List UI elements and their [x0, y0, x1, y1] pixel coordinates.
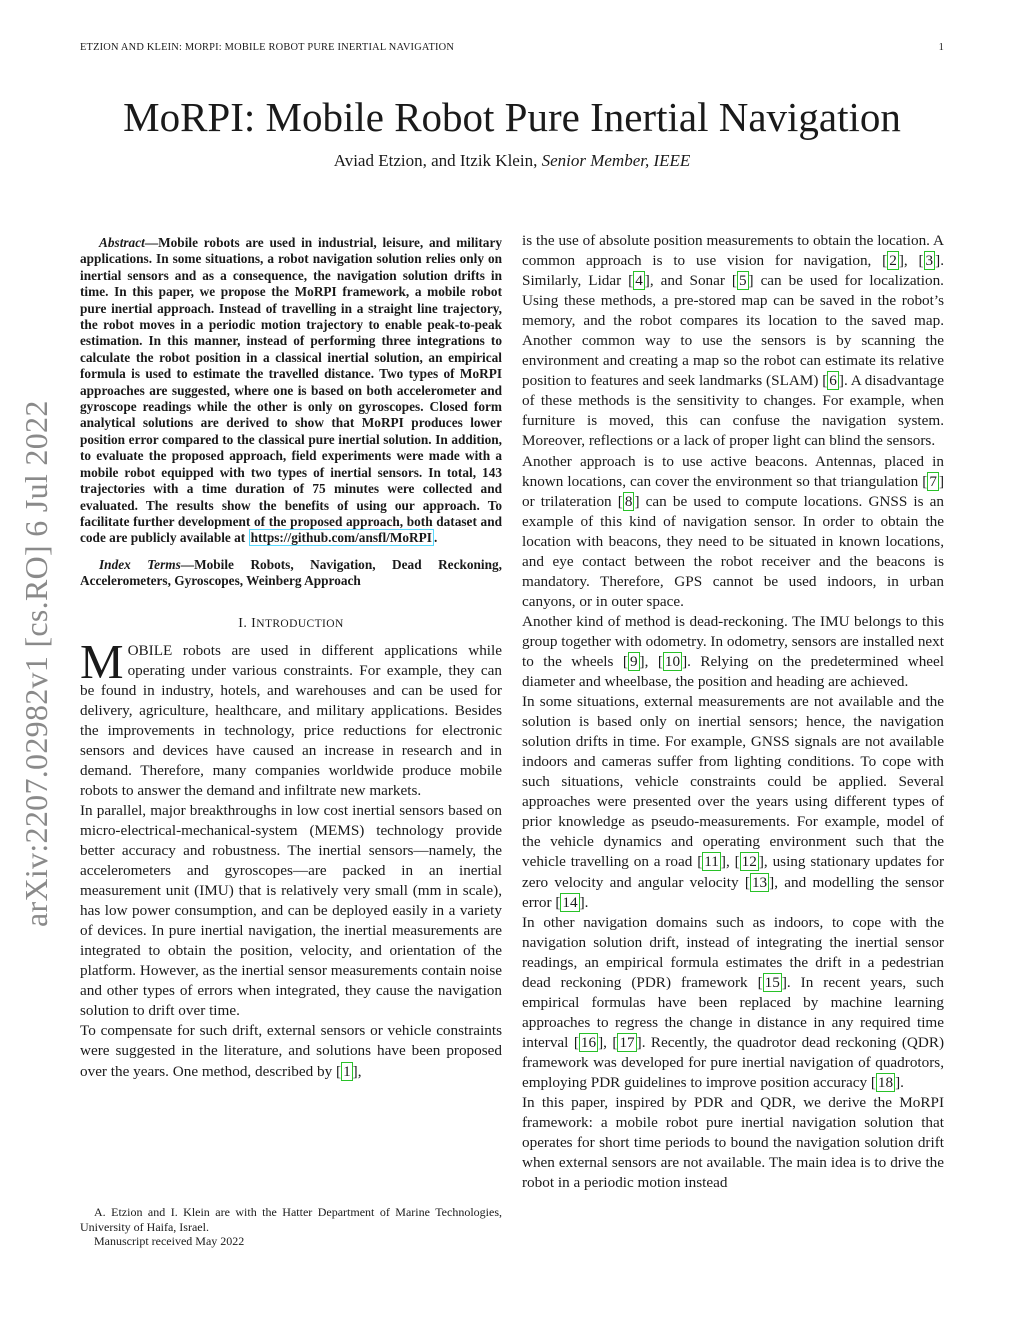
citation-link[interactable]: 15 — [764, 973, 780, 991]
body-paragraph-pdr: In other navigation domains such as indoors, to cope with the navigation solution drift, instead of integrating the inertial sensor readings, an empirical formula estimates the drift in a pedestrian dead reckoning (PDR) framework [ 15 ]. In recent years, such empirical formulas have been replaced by machine learning approaches to regress the change in distance in any required time interval [ 16 ], [ 17 ]. Recently, the quadrotor dead reckoning (QDR) framework was developed for pure inertial navigation of quadrotors, employing PDR guidelines to improve position accuracy [ 18 ]. — [522, 913, 945, 1091]
body-paragraph-contribution: In this paper, inspired by PDR and QDR, we derive the MoRPI framework: a mobile robot pure inertial navigation solution that operates for short time periods to bound the navigation solution drift when external sensors are not available. The main idea is to drive the robot in a periodic motion instead — [522, 1094, 944, 1192]
body-paragraph-localization: is the use of absolute position measurements to obtain the location. A common approach is to use vision for navigation, [ 2 ], [ 3 ]. Similarly, Lidar [ 4 ], and Sonar [ 5 ] can be used for localization. Using these methods, a pre-stored map can be saved in the robot’s memory, and the robot compares its location to the saved map. Another common way to use the sensors is by scanning the environment and creating a map so the robot can estimate its relative position to features and seek landmarks (SLAM) [ 6 ]. A disadvantage of these methods is the sensitivity to changes. For example, when furniture is moved, this can confuse the navigation system. Moreover, reflections or a lack of proper light can blind the sensors. — [522, 232, 944, 450]
author-names: Aviad Etzion, and Itzik Klein, — [333, 151, 538, 170]
citation-link[interactable]: 10 — [664, 652, 681, 670]
intro-paragraph-2: In parallel, major breakthroughs in low cost inertial sensors based on micro-electrical-mechanical-system (MEMS) technology provide better accuracy and robustness. The inertial sensors—namely, the accelerometers and gyroscopes—are packed in an inertial measurement unit (IMU) that is relatively very small (mm in scale), has low power consumption, and can be deployed easily in a variety of devices. In pure inertial navigation, the inertial measurements are integrated to obtain the position, velocity, and orientation of the platform. However, as the inertial sensor measurements contain noise and other types of errors when integrated, they cause the navigation solution to drift over time. — [80, 801, 502, 1020]
citation-link[interactable]: 17 — [619, 1033, 635, 1051]
text-run: . — [900, 1073, 904, 1091]
section-heading-introduction — [80, 616, 502, 632]
right-column — [522, 231, 944, 1193]
citation-link[interactable]: 4 — [635, 272, 643, 290]
text-run: can be used to compute locations. GNSS is an example of this kind of navigation sensor. In order to obtain the location with beacons, they need to be situated in known locations, and eye contact between the robot receiver and the beacons is mandatory. Therefore, GPS cannot be used indoors, in urban canyons, or in outer space. — [522, 492, 945, 610]
citation-link[interactable]: 8 — [624, 492, 633, 510]
footnote-affiliation: A. Etzion and I. Klein are with the Hatter Department of Marine Technologies, University of Haifa, Israel. — [80, 1205, 502, 1234]
index-terms-label: Index Terms — [99, 556, 181, 572]
intro-paragraph-3: To compensate for such drift, external sensors or vehicle constraints were suggested in the literature, and solutions have been proposed over the years. One method, described by [ 1 ], — [80, 1022, 502, 1080]
paper-title: MoRPI: Mobile Robot Pure Inertial Navigation — [123, 94, 901, 140]
text-run: , — [644, 652, 658, 670]
section-title-rest: NTRODUCTION — [256, 617, 344, 630]
drop-cap: M — [80, 633, 124, 689]
citation-link[interactable]: 3 — [925, 252, 934, 270]
citation-link[interactable]: 1 — [343, 1062, 351, 1080]
text-run: , and Sonar — [649, 272, 732, 290]
text-run: Another kind of method is dead-reckoning. The IMU belongs to this group together with odometry. In odometry, sensors are installed next to the wheels — [522, 612, 944, 670]
text-run: , — [603, 1033, 613, 1051]
text-run: is the use of absolute position measurements to obtain the location. A common approach is to use vision for navigation, — [522, 232, 944, 270]
footnote — [80, 1205, 502, 1249]
arxiv-stamp: arXiv:2207.02982v1 [cs.RO] 6 Jul 2022 — [18, 400, 54, 927]
citation-link[interactable]: 14 — [562, 893, 578, 911]
section-numeral: I. — [238, 615, 252, 631]
page-number: 1 — [938, 42, 944, 53]
text-run: . Similarly, Lidar — [522, 252, 944, 290]
citation-link[interactable]: 9 — [629, 652, 638, 670]
text-run: Another approach is to use active beacons. Antennas, placed in known locations, can cover the environment so that triangulation — [522, 452, 944, 490]
text-run: . Recently, the quadrotor dead reckoning (QDR) framework was developed for pure inertial navigation of quadrotors, employing PDR guidelines to improve position accuracy — [522, 1033, 945, 1091]
citation-link[interactable]: 7 — [929, 472, 937, 490]
citation-link[interactable]: 6 — [829, 372, 837, 390]
abstract-label: Abstract — [99, 235, 145, 250]
body-paragraph-beacons: Another approach is to use active beacons. Antennas, placed in known locations, can cover the environment so that triangulation [ 7 ] or trilateration [ 8 ] can be used to compute locations. GNSS is an example of this kind of navigation sensor. In order to obtain the location with beacons, they need to be situated in known locations, and eye contact between the robot receiver and the beacons is mandatory. Therefore, GPS cannot be used indoors, in urban canyons, or in outer space. — [522, 452, 945, 610]
intro-paragraph-3-end: , — [357, 1062, 362, 1080]
text-run: , and modelling the sensor error — [522, 873, 944, 911]
citation-link[interactable]: 11 — [704, 853, 719, 871]
index-terms-text: —Mobile Robots, Navigation, Dead Reckoning, Accelerometers, Gyroscopes, Weinberg Approach — [80, 556, 502, 589]
intro-paragraph-3-text: To compensate for such drift, external sensors or vehicle constraints were suggested in the literature, and solutions have been proposed over the years. One method, described by — [80, 1022, 502, 1080]
abstract-text: —Mobile robots are used in industrial, leisure, and military applications. In some situations, a robot navigation solution relies only on inertial sensors and as a consequence, the navigation solution drifts in time. In this paper, we propose the MoRPI framework, a mobile robot pure inertial approach. Instead of travelling in a straight line trajectory, the robot moves in a periodic motion trajectory to enable peak-to-peak estimation. In this manner, instead of performing three integrations to calculate the robot position in a classical inertial solution, an empirical formula is used to estimate the travelled distance. Two types of MoRPI approaches are suggested, where one is based on both accelerometer and gyroscope readings while the other is only on gyroscopes. Closed form analytical solutions are derived to show that MoRPI produces lower position error compared to the classical pure inertial solution. In addition, to evaluate the proposed approach, field experiments were made with a mobile robot equipped with two types of inertial sensors. In total, 143 trajectories with a time duration of 75 minutes were collected and evaluated. The results show the benefits of using our approach. To facilitate further development of the proposed approach, both dataset and code are publicly available at — [80, 235, 502, 546]
text-run: or trilateration — [522, 492, 618, 510]
text-run: . A disadvantage of these methods is the sensitivity to changes. For example, when furniture is moved, this can confuse the navigation system. Moreover, reflections or a lack of proper light can blind the sensors. — [522, 372, 944, 450]
section-first-letter: I — [251, 615, 257, 631]
citation-link[interactable]: 13 — [751, 873, 768, 891]
citation-link[interactable]: 18 — [877, 1073, 894, 1091]
dataset-url-link[interactable]: https://github.com/ansfl/MoRPI — [250, 530, 432, 546]
footnote-received: Manuscript received May 2022 — [94, 1234, 245, 1248]
body-paragraph-constraints: In some situations, external measurements are not available and the solution is based only on inertial sensors; hence, the navigation solution drifts in time. For example, GNSS signals are not available indoors and cameras suffer from lighting conditions. To cope with such situations, vehicle constraints could be applied. Several approaches were presented over the years using different types of prior knowledge as pseudo-measurements. For example, model of the vehicle dynamics and operating environment such that the vehicle travelling on a road [ 11 ], [ 12 ], using stationary updates for zero velocity and angular velocity [ 13 ], and modelling the sensor error [ 14 ]. — [522, 693, 945, 911]
citation-link[interactable]: 12 — [741, 853, 757, 871]
intro-paragraph-1 — [80, 633, 502, 801]
text-run: , — [725, 853, 735, 871]
citation-link[interactable]: 2 — [889, 252, 897, 270]
author-line — [0, 151, 1024, 171]
running-head — [80, 42, 944, 56]
text-run: , — [903, 252, 919, 270]
index-terms — [80, 557, 502, 590]
running-head-text: ETZION AND KLEIN: MORPI: MOBILE ROBOT PURE INERTIAL NAVIGATION — [80, 42, 455, 53]
left-column — [80, 231, 502, 1082]
intro-paragraph-1-text: OBILE robots are used in different applications while operating under various constraints. For example, they can be found in industry, hotels, and warehouses and can be used for delivery, agriculture, healthcare, and military applications. Besides the improvements in technology, price reductions for electronic sensors and devices have caused an increase in research and in demand. Therefore, many companies worldwide produce mobile robots to answer the demand and infiltrate new markets. — [80, 641, 502, 799]
text-run: . — [584, 893, 589, 911]
text-run: In other navigation domains such as indoors, to cope with the navigation solution drift, instead of integrating the inertial sensor readings, an empirical formula estimates the drift in a pedestrian dead reckoning (PDR) framework — [522, 913, 944, 991]
abstract — [80, 235, 502, 547]
text-run: can be used for localization. Using these methods, a pre-stored map can be saved in the robot’s memory, and the robot compares its location to the saved map. Another common way to use the sensors is by scanning the environment and creating a map so the robot can estimate its relative position to features and seek landmarks (SLAM) — [522, 272, 944, 390]
text-run: . Relying on the predetermined wheel diameter and wheelbase, the position and heading are achieved. — [522, 652, 945, 691]
text-run: . In recent years, such empirical formulas have been replaced by machine learning approaches to regress the change in distance in any required time interval — [522, 973, 944, 1051]
citation-link[interactable]: 5 — [738, 272, 747, 290]
citation-link[interactable]: 16 — [580, 1033, 597, 1051]
text-run: , using stationary updates for zero velocity and angular velocity — [522, 853, 945, 891]
text-run: In some situations, external measurements are not available and the solution is based only on inertial sensors; hence, the navigation solution drifts in time. For example, GNSS signals are not available indoors and cameras suffer from lighting conditions. To cope with such situations, vehicle constraints could be applied. Several approaches were presented over the years using different types of prior knowledge as pseudo-measurements. For example, model of the vehicle dynamics and operating environment such that the vehicle travelling on a road — [522, 693, 944, 871]
abstract-end: . — [433, 530, 438, 546]
body-paragraph-dead-reckoning: Another kind of method is dead-reckoning. The IMU belongs to this group together with odometry. In odometry, sensors are installed next to the wheels [ 9 ], [ 10 ]. Relying on the predetermined wheel diameter and wheelbase, the position and heading are achieved. — [522, 612, 945, 691]
author-membership: Senior Member, IEEE — [541, 151, 691, 170]
